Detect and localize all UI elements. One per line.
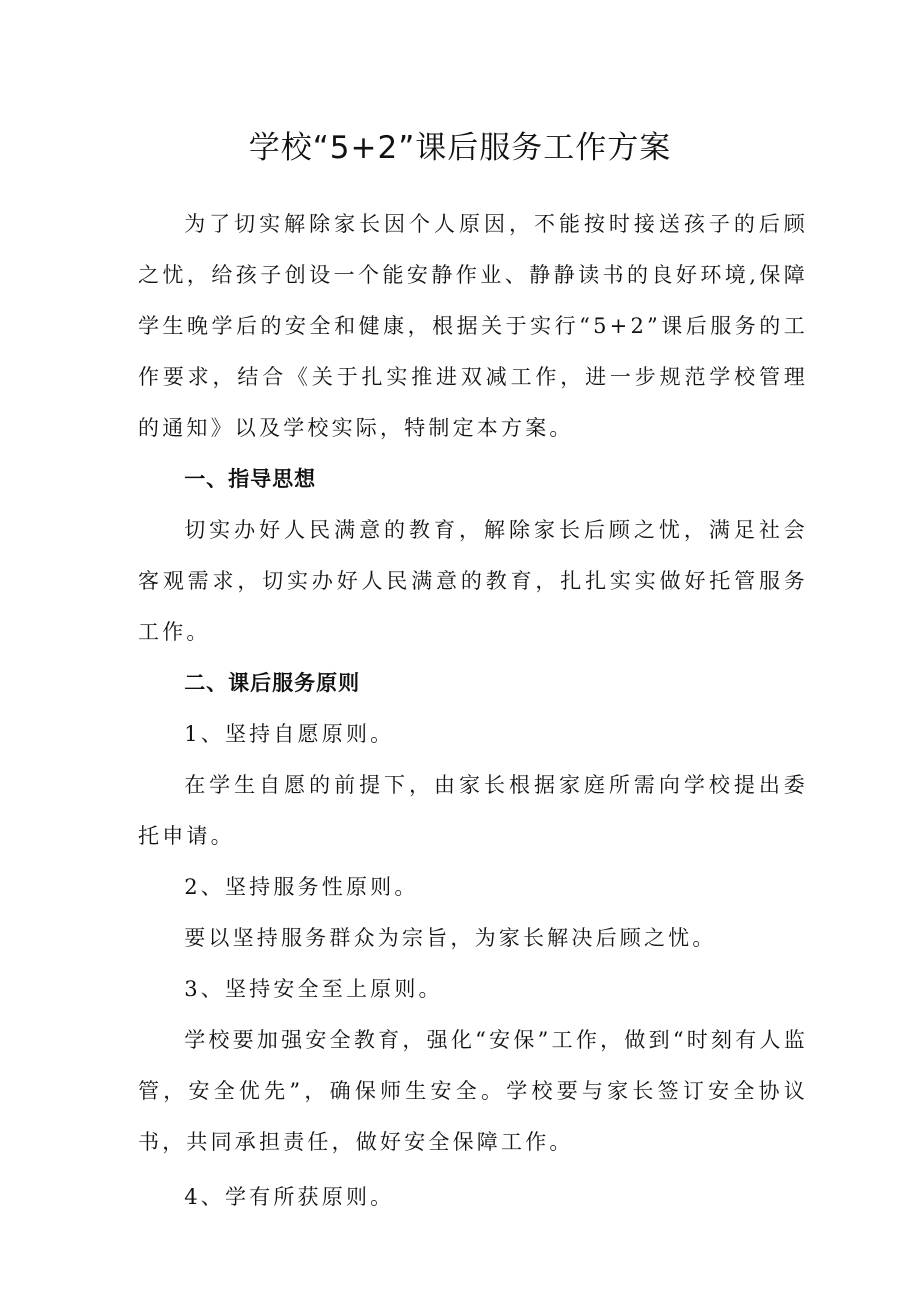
principle-2-body: 要以坚持服务群众为宗旨，为家长解决后顾之忧。 bbox=[184, 926, 717, 950]
principle-1-body: 在学生自愿的前提下，由家长根据家庭所需向学校提出委托申请。 bbox=[138, 773, 808, 848]
section-heading-service-principles: 二、课后服务原则 bbox=[184, 671, 361, 695]
section-heading-guiding-ideology: 一、指导思想 bbox=[184, 467, 317, 491]
principle-3-body: 学校要加强安全教育，强化“安保”工作，做到“时刻有人监管，安全优先”，确保师生安全。学校要与家长签订安全协议书，共同承担责任，做好安全保障工作。 bbox=[138, 1028, 808, 1154]
intro-paragraph: 为了切实解除家长因个人原因，不能按时接送孩子的后顾之忧，给孩子创设一个能安静作业、静静读书的良好环境,保障学生晚学后的安全和健康，根据关于实行“5+2”课后服务的工作要求，结合《关于扎实推进双减工作，进一步规范学校管理的通知》以及学校实际，特制定本方案。 bbox=[138, 212, 808, 440]
document-title: 学校“5+2”课后服务工作方案 bbox=[248, 130, 672, 166]
principle-1-title: 1、坚持自愿原则。 bbox=[184, 722, 395, 746]
principle-2-title: 2、坚持服务性原则。 bbox=[184, 875, 419, 899]
document-body bbox=[138, 199, 808, 1223]
guiding-ideology-paragraph: 切实办好人民满意的教育，解除家长后顾之忧，满足社会客观需求，切实办好人民满意的教育，扎扎实实做好托管服务工作。 bbox=[138, 518, 808, 644]
principle-3-title: 3、坚持安全至上原则。 bbox=[184, 977, 443, 1001]
principle-4-title: 4、学有所获原则。 bbox=[184, 1185, 395, 1209]
